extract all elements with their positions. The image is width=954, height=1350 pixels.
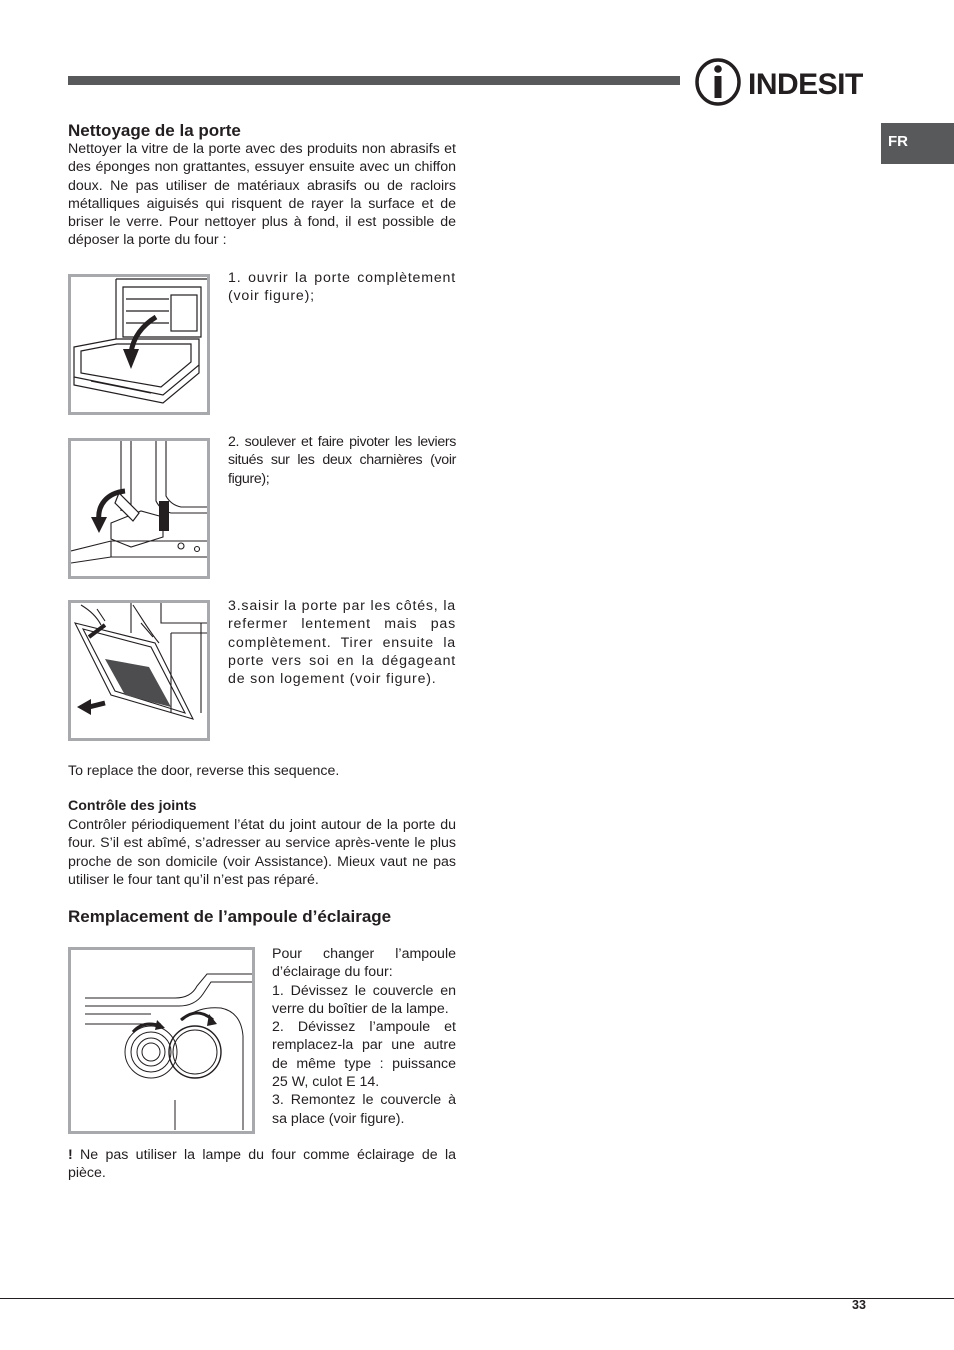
lamp-warning — [68, 1146, 456, 1183]
section-title-door-cleaning: Nettoyage de la porte — [68, 121, 241, 140]
hinge-lever-icon — [71, 441, 207, 576]
figure-oven-door-open — [68, 274, 210, 415]
figure-door-removal — [68, 600, 210, 741]
header-bar — [68, 76, 680, 85]
lamp-instructions: Pour changer l’ampoule d’éclairage du four: 1. Dévissez le couvercle en verre du boîtier de la lampe. 2. Dévissez l’ampoule et remplacez-la par une autre de même type : puissance 25 W, culot E 14. 3. Remontez le couvercle à sa place (voir figure). — [272, 946, 456, 1127]
indesit-logo — [694, 58, 874, 108]
svg-text:INDESIT: INDESIT — [748, 68, 863, 101]
language-tab[interactable]: FR — [881, 123, 954, 164]
door-cleaning-intro: Nettoyer la vitre de la porte avec des produits non abrasifs et des éponges non grattantes, essuyer ensuite avec un chiffon doux. Ne pas utiliser de matériaux abrasifs ou de racloirs métalliques aiguisés qui risquent de rayer la surface et de briser le verre. Pour nettoyer plus à fond, il est possible de déposer la porte du four : — [68, 141, 456, 249]
section-title-lamp: Remplacement de l’ampoule d’éclairage — [68, 907, 392, 926]
door-removal-icon — [71, 603, 207, 738]
seals-text: Contrôler périodiquement l’état du joint autour de la porte du four. S’il est abîmé, s’adresser au service après-vente le plus proche de son domicile (voir Assistance). Mieux vaut ne pas utiliser le four tant qu’il n’est pas réparé. — [68, 817, 456, 888]
oven-door-open-icon — [71, 277, 207, 412]
warning-text: Ne pas utiliser la lampe du four comme éclairage de la pièce. — [68, 1147, 456, 1182]
warning-mark: ! — [68, 1147, 73, 1163]
step-2-text: 2. soulever et faire pivoter les leviers situés sur les deux charnières (voir figure); — [228, 434, 456, 487]
figure-oven-lamp — [68, 947, 255, 1134]
step-1-text: 1. ouvrir la porte complètement (voir figure); — [228, 270, 456, 305]
step-3-text: 3.saisir la porte par les côtés, la refermer lentement mais pas complètement. Tirer ensuite la porte vers soi en la dégageant de son logement (voir figure). — [228, 598, 456, 688]
page-number: 33 — [852, 1298, 866, 1312]
section-title-seals: Contrôle des joints — [68, 798, 197, 814]
figure-hinge-lever — [68, 438, 210, 579]
footer-rule — [0, 1298, 954, 1299]
replace-door-note: To replace the door, reverse this sequence. — [68, 763, 340, 779]
oven-lamp-icon — [71, 950, 252, 1131]
